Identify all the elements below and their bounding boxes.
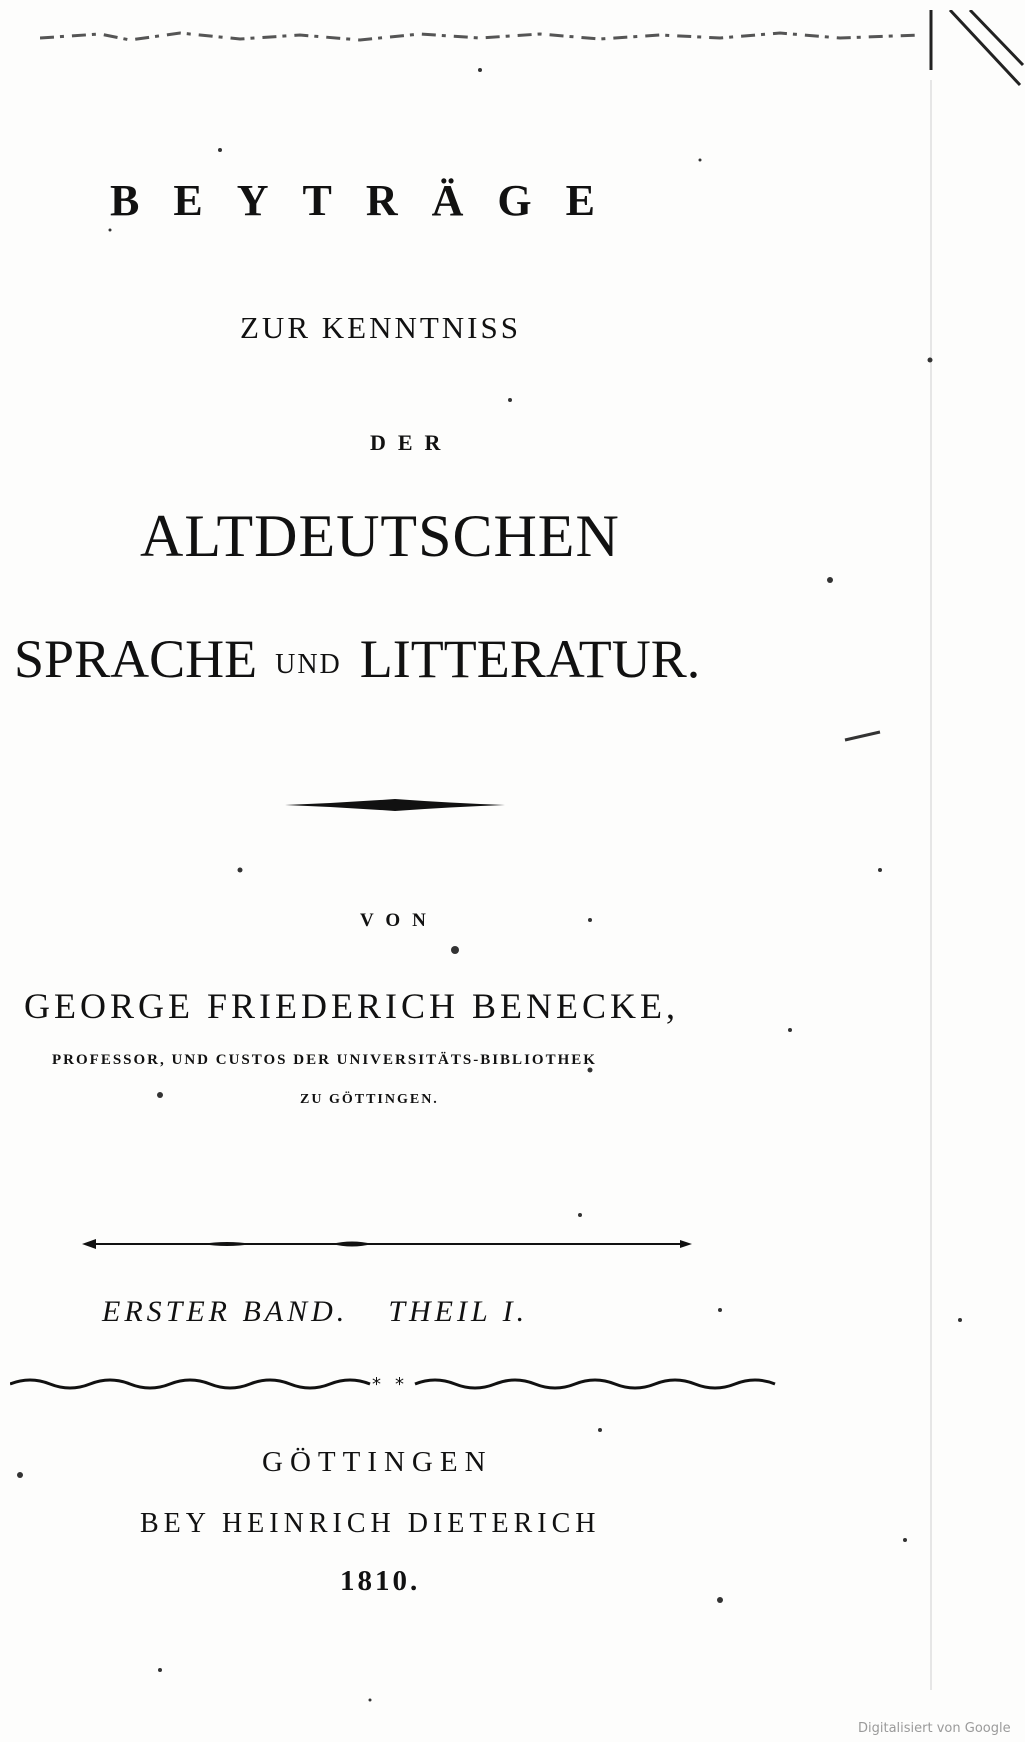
volume-designation xyxy=(102,1295,528,1329)
divider-rule-swell xyxy=(285,797,505,813)
imprint-city: GÖTTINGEN xyxy=(262,1446,493,1478)
volume-theil: THEIL I. xyxy=(388,1295,529,1328)
svg-text:*: * xyxy=(395,1374,404,1395)
title-und: UND xyxy=(275,649,342,680)
title-der: DER xyxy=(370,430,453,455)
title-sprache-und-litteratur xyxy=(14,628,700,690)
divider-rule-arrow xyxy=(82,1236,692,1252)
imprint-year: 1810. xyxy=(340,1565,421,1597)
title-litteratur: LITTERATUR. xyxy=(359,629,701,689)
imprint-publisher: BEY HEINRICH DIETERICH xyxy=(140,1508,601,1539)
title-zur-kenntniss: ZUR KENNTNISS xyxy=(240,310,521,345)
title-sprache: SPRACHE xyxy=(14,629,258,689)
divider-rule-wavy xyxy=(10,1372,780,1396)
digitization-watermark: Digitalisiert von Google xyxy=(858,1721,1011,1736)
author-name: GEORGE FRIEDERICH BENECKE, xyxy=(24,986,679,1026)
volume-band: ERSTER BAND. xyxy=(102,1295,349,1328)
byline-von: VON xyxy=(360,910,438,931)
title-altdeutschen: ALTDEUTSCHEN xyxy=(140,503,620,569)
svg-text:*: * xyxy=(372,1374,381,1395)
author-location: ZU GÖTTINGEN. xyxy=(300,1092,439,1107)
author-affiliation: PROFESSOR, UND CUSTOS DER UNIVERSITÄTS-BIBLIOTHEK xyxy=(52,1052,597,1068)
title-beytraege: BEYTRÄGE xyxy=(110,176,629,225)
